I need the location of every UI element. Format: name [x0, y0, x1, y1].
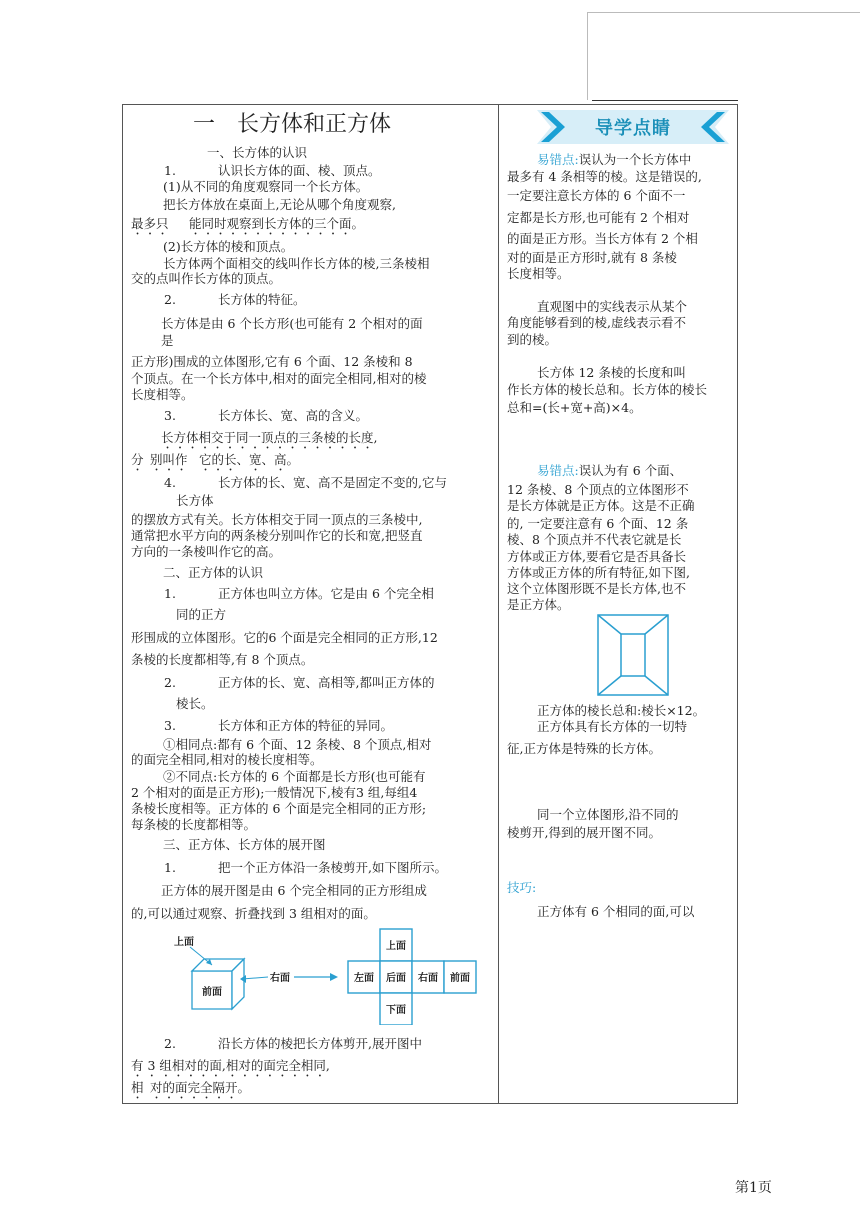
text-line: 最多只 [131, 216, 169, 231]
text-line: 长方体 [176, 493, 214, 508]
text-line: 角度能够看到的棱,虚线表示看不 [507, 315, 686, 330]
text-line: 方体或正方体的所有特征,如下图, [507, 565, 690, 580]
text-line: 个顶点。在一个长方体中,相对的面完全相同,相对的棱 [131, 371, 427, 386]
item-number: 1. [164, 586, 176, 601]
text-line: 长方体相交于同一顶点的三条棱的长度, [161, 430, 378, 445]
text-line: 的面完全相同,相对的棱长度相等。 [131, 752, 323, 767]
net-label-left: 左面 [354, 973, 374, 984]
text-line: 交的点叫作长方体的顶点。 [131, 271, 282, 286]
text-line: 能同时观察到长方体的三个面。 [189, 216, 365, 231]
text-line: 方向的一条棱叫作它的高。 [131, 544, 282, 559]
text-line: 长方体 12 条棱的长度和叫 [537, 365, 686, 380]
item-number: 2. [164, 675, 176, 690]
text-line: 长度相等。 [131, 387, 194, 402]
text-line: 最多有 4 条相等的棱。这是错误的, [507, 169, 702, 184]
item-heading: 认识长方体的面、棱、顶点。 [218, 163, 381, 178]
frustum-figure [597, 614, 669, 696]
text-line: 分 [131, 452, 144, 467]
text-line: 定都是长方形,也可能有 2 个相对 [507, 210, 690, 225]
item-heading: 沿长方体的棱把长方体剪开,展开图中 [218, 1036, 422, 1051]
section-heading: 二、正方体的认识 [163, 565, 264, 580]
label-top: 上面 [174, 937, 194, 948]
text-line: 正方体具有长方体的一切特 [537, 719, 688, 734]
text-line: (2)长方体的棱和顶点。 [163, 239, 294, 254]
label-front: 前面 [202, 987, 222, 998]
error-point-label: 易错点: [537, 152, 579, 167]
text-line: 同一个立体图形,沿不同的 [537, 807, 679, 822]
text-line: 一定要注意长方体的 6 个面不一 [507, 188, 686, 203]
text-line: 棱、8 个顶点并不代表它就是长 [507, 532, 682, 547]
net-label-bottom: 下面 [386, 1005, 406, 1016]
item-number: 2. [164, 1036, 176, 1051]
text-line: 把长方体放在桌面上,无论从哪个角度观察, [163, 197, 396, 212]
text-line: 正方形)围成的立体图形,它有 6 个面、12 条棱和 8 [131, 354, 413, 369]
tip-label: 技巧: [507, 880, 537, 895]
text-line: 总和=(长+宽+高)×4。 [507, 400, 642, 415]
header-rule [592, 100, 738, 101]
text-line: 是长方体就是正方体。这是不正确 [507, 498, 695, 513]
text-line: 相 [131, 1080, 144, 1095]
item-number: 3. [164, 718, 176, 733]
item-number: 2. [164, 292, 176, 307]
item-heading: 正方体的长、宽、高相等,都叫正方体的 [218, 675, 435, 690]
net-label-right: 右面 [418, 973, 438, 984]
item-number: 4. [164, 475, 176, 490]
item-heading: 长方体的特征。 [218, 292, 306, 307]
text-line: 别叫作 [150, 452, 188, 467]
text-line: 的,可以通过观察、折叠找到 3 组相对的面。 [131, 906, 376, 921]
text-line: 是正方体。 [507, 597, 570, 612]
text-line: 征,正方体是特殊的长方体。 [507, 741, 661, 756]
section-heading: 三、正方体、长方体的展开图 [163, 837, 326, 852]
text-line: 正方体有 6 个相同的面,可以 [537, 904, 695, 919]
text-line: 方体或正方体,要看它是否具备长 [507, 549, 686, 564]
crop-mark [587, 12, 588, 100]
text-line: 同的正方 [176, 607, 227, 622]
text-line: 到的棱。 [507, 332, 558, 347]
text-line: 是 [161, 333, 174, 348]
text-line: 棱长。 [176, 696, 214, 711]
text-line: (1)从不同的角度观察同一个长方体。 [163, 179, 369, 194]
page-number: 第1页 [735, 1180, 772, 1196]
text-line: 条棱的长度都相等,有 8 个顶点。 [131, 652, 314, 667]
text-line: 长方体两个面相交的线叫作长方体的棱,三条棱相 [163, 256, 430, 271]
text-line: 每条棱的长度都相等。 [131, 817, 257, 832]
text-line: 误认为一个长方体中 [578, 152, 692, 167]
error-point-label: 易错点: [537, 463, 579, 478]
text-line: 的面是正方形。当长方体有 2 个相 [507, 231, 698, 246]
text-line: 2 个相对的面是正方形);一般情况下,棱有3 组,每组4 [131, 785, 418, 800]
text-line: 对的面完全隔开。 [150, 1080, 251, 1095]
text-line: 12 条棱、8 个顶点的立体图形不 [507, 482, 689, 497]
text-line: 直观图中的实线表示从某个 [537, 299, 688, 314]
text-line: 作长方体的棱长总和。长方体的棱长 [507, 382, 708, 397]
column-divider [498, 104, 499, 1104]
text-line: 形围成的立体图形。它的6 个面是完全相同的正方形,12 [131, 630, 438, 645]
net-label-back: 后面 [386, 973, 406, 984]
cube-net-figure [160, 925, 490, 1025]
text-line: 对的面是正方形时,就有 8 条棱 [507, 250, 677, 265]
item-number: 3. [164, 408, 176, 423]
net-label-front: 前面 [450, 973, 470, 984]
text-line: 正方体的棱长总和:棱长×12。 [537, 703, 706, 718]
item-heading: 长方体的长、宽、高不是固定不变的,它与 [218, 475, 447, 490]
text-line: 长方体是由 6 个长方形(也可能有 2 个相对的面 [161, 316, 423, 331]
text-line: 有 3 组相对的面,相对的面完全相同, [131, 1058, 330, 1073]
item-number: 1. [164, 860, 176, 875]
crop-mark [587, 12, 860, 13]
text-line: 棱剪开,得到的展开图不同。 [507, 825, 661, 840]
item-heading: 长方体长、宽、高的含义。 [218, 408, 369, 423]
text-line: 它的长、宽、高。 [199, 452, 300, 467]
text-line: 长度相等。 [507, 266, 570, 281]
text-line: 的摆放方式有关。长方体相交于同一顶点的三条棱中, [131, 512, 423, 527]
net-label-top: 上面 [386, 941, 406, 952]
page-title: 一 长方体和正方体 [193, 112, 392, 137]
item-heading: 正方体也叫立方体。它是由 6 个完全相 [218, 586, 434, 601]
section-heading: 一、长方体的认识 [207, 145, 308, 160]
text-line: 误认为有 6 个面、 [578, 463, 683, 478]
label-right: 右面 [270, 973, 290, 984]
text-line: ②不同点:长方体的 6 个面都是长方形(也可能有 [163, 769, 426, 784]
item-heading: 把一个正方体沿一条棱剪开,如下图所示。 [218, 860, 447, 875]
text-line: 正方体的展开图是由 6 个完全相同的正方形组成 [161, 883, 427, 898]
item-heading: 长方体和正方体的特征的异同。 [218, 718, 394, 733]
text-line: 条棱长度相等。正方体的 6 个面是完全相同的正方形; [131, 801, 427, 816]
text-line: 的, 一定要注意有 6 个面、12 条 [507, 516, 689, 531]
item-number: 1. [164, 163, 176, 178]
text-line: 通常把水平方向的两条棱分别叫作它的长和宽,把竖直 [131, 528, 423, 543]
text-line: 这个立体图形既不是长方体,也不 [507, 581, 686, 596]
sidebar-banner: 导学点睛 [595, 118, 671, 139]
text-line: ①相同点:都有 6 个面、12 条棱、8 个顶点,相对 [163, 737, 432, 752]
